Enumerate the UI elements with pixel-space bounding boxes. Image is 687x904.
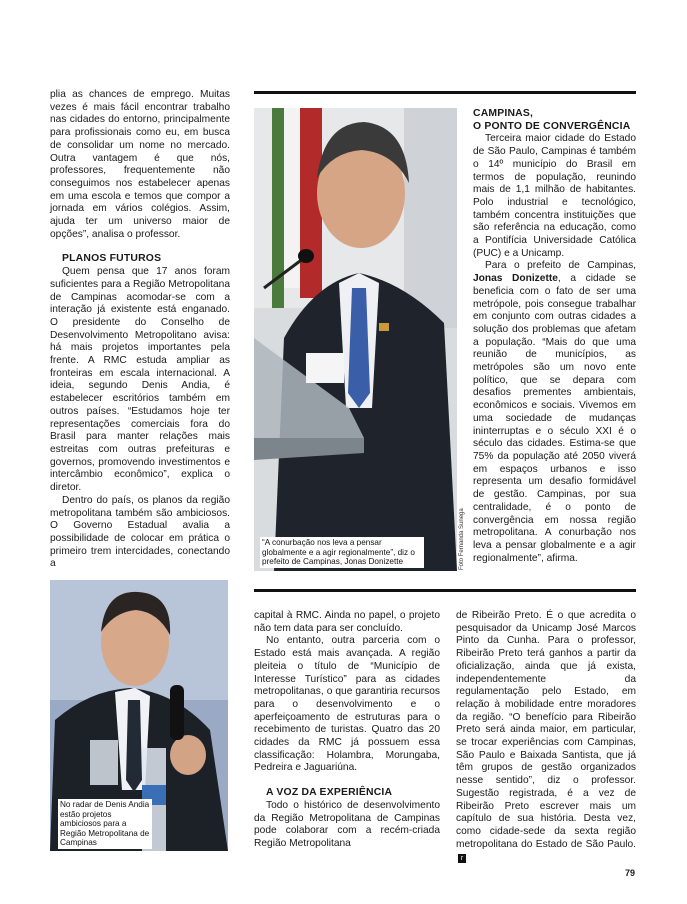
paragraph: plia as chances de emprego. Muitas vezes é mais fácil encontrar trabalho nas cidades do entorno, principalmente para profissionais como eu, em busca de consolidar um nome no mercado. Outra vantagem é que nós, professores, frequentemente não conseguimos nos estabelecer apenas em uma escola e temos que compor a jornada em vários colégios. Assim, ajuda ter um universo maior de opções”, analisa o professor. (50, 89, 230, 240)
page-number: 79 (625, 868, 636, 878)
paragraph: de Ribeirão Preto. É o que acredita o pesquisador da Unicamp José Marcos Pinto da Cunha. Para o professor, Ribeirão Preto terá ganhos a partir da oficialização, ainda que já exista, independentemente da regulamentação pelo Estado, em relação à mobilidade entre moradores da região. “O benefício para Ribeirão Preto será ainda maior, em particular, se trocar experiências com Campinas, São Paulo e Baixada Santista, que já têm grupos de gestão organizados nesse sentido”, diz o professor. Sugestão registrada, é a vez de Ribeirão Preto escrever mais um capítulo de sua história. Desta vez, como cidade-sede da sexta região metropolitana do Estado de São Paulo.r (456, 610, 636, 863)
paragraph: Terceira maior cidade do Estado de São Paulo, Campinas é também o 14º município do Brasil em termos de população, reunindo mais de 1,1 milhão de habitantes. Polo industrial e tecnológico, também concentra instituições que são referência na educação, como a Pontifícia Universidade Católica (PUC) e a Unicamp. (473, 133, 636, 259)
paragraph: Dentro do país, os planos da região metropolitana também são ambiciosos. O Governo Estadual avalia a possibilidade de colocar em prática o primeiro trem intercidades, conectando a (50, 494, 230, 570)
mayor-photo-caption: “A conurbação nos leva a pensar globalmente e a agir regionalmente”, diz o prefeito de Campinas, Jonas Donizette (260, 537, 424, 568)
section-heading-voz-da-experiencia: A VOZ DA EXPERIÊNCIA (266, 787, 393, 799)
mayor-photo (254, 108, 457, 571)
sidebar-heading-line2: O PONTO DE CONVERGÊNCIA (473, 120, 631, 132)
column-1-top (50, 89, 230, 571)
photo-credit: Foto Fernanda Sunega (459, 508, 465, 570)
sidebar-heading-line1: CAMPINAS, (473, 108, 534, 119)
paragraph: Para o prefeito de Campinas, Jonas Donizette, a cidade se beneficia com o fato de ser uma metrópole, pois consegue trabalhar em conjunto com outras cidades a solução dos problemas que afetam a população. “Mais do que uma reunião de municípios, as metrópoles são um novo ente político, que se depara com desafios prementes ambientais, econômicos e sociais. Vivemos em uma sociedade de mudanças ininterruptas e o século XXI é o século das cidades. Estima-se que 75% da população até 2050 viverá em espaços urbanos e isso representa um desafio formidável de gestão. Campinas, por sua centralidade, é o ponto de convergência em nossa região metropolitana. A conurbação nos leva a pensar globalmente e a agir regionalmente”, afirma. (473, 260, 636, 564)
sidebar-campinas (473, 108, 636, 565)
end-of-article-mark: r (458, 854, 466, 863)
paragraph: No entanto, outra parceria com o Estado está mais avançada. A região pleiteia o título de “Município de Interesse Turístico” para as cidades metropolitanas, o que garantiria recursos para o desenvolvimento e o aperfeiçoamento de estruturas para o recebimento de turistas. Quatro das 20 cidades da RMC já possuem essa classificação: Holambra, Morungaba, Pedreira e Jaguariúna. (254, 635, 440, 774)
middle-rule (254, 589, 636, 592)
mayor-name: Jonas Donizette (473, 273, 558, 285)
denis-photo-caption: No radar de Denis Andia estão projetos ambiciosos para a Região Metropolitana de Campinas (58, 799, 152, 849)
column-3-bottom (456, 610, 636, 864)
top-rule (254, 91, 636, 94)
paragraph: capital à RMC. Ainda no papel, o projeto não tem data para ser concluído. (254, 610, 440, 634)
paragraph: Quem pensa que 17 anos foram suficientes para a Região Metropolitana de Campinas acomodar-se com a interação já existente está enganado. O presidente do Conselho de Desenvolvimento Metropolitano avisa: há mais projetos importantes pela frente. A RMC estuda ampliar as fronteiras em escala internacional. A ideia, segundo Denis Andia, é estabelecer escritórios também em outros países. “Estudamos hoje ter representações comerciais fora do Brasil para manter relações mais estreitas com outras prefeituras e governos, promovendo investimentos e intercâmbio econômico”, explica o diretor. (50, 266, 230, 494)
column-2-bottom (254, 610, 440, 851)
paragraph: Todo o histórico de desenvolvimento da Região Metropolitana de Campinas pode colaborar com a recém-criada Região Metropolitana (254, 799, 440, 849)
section-heading-planos-futuros: PLANOS FUTUROS (62, 253, 162, 265)
